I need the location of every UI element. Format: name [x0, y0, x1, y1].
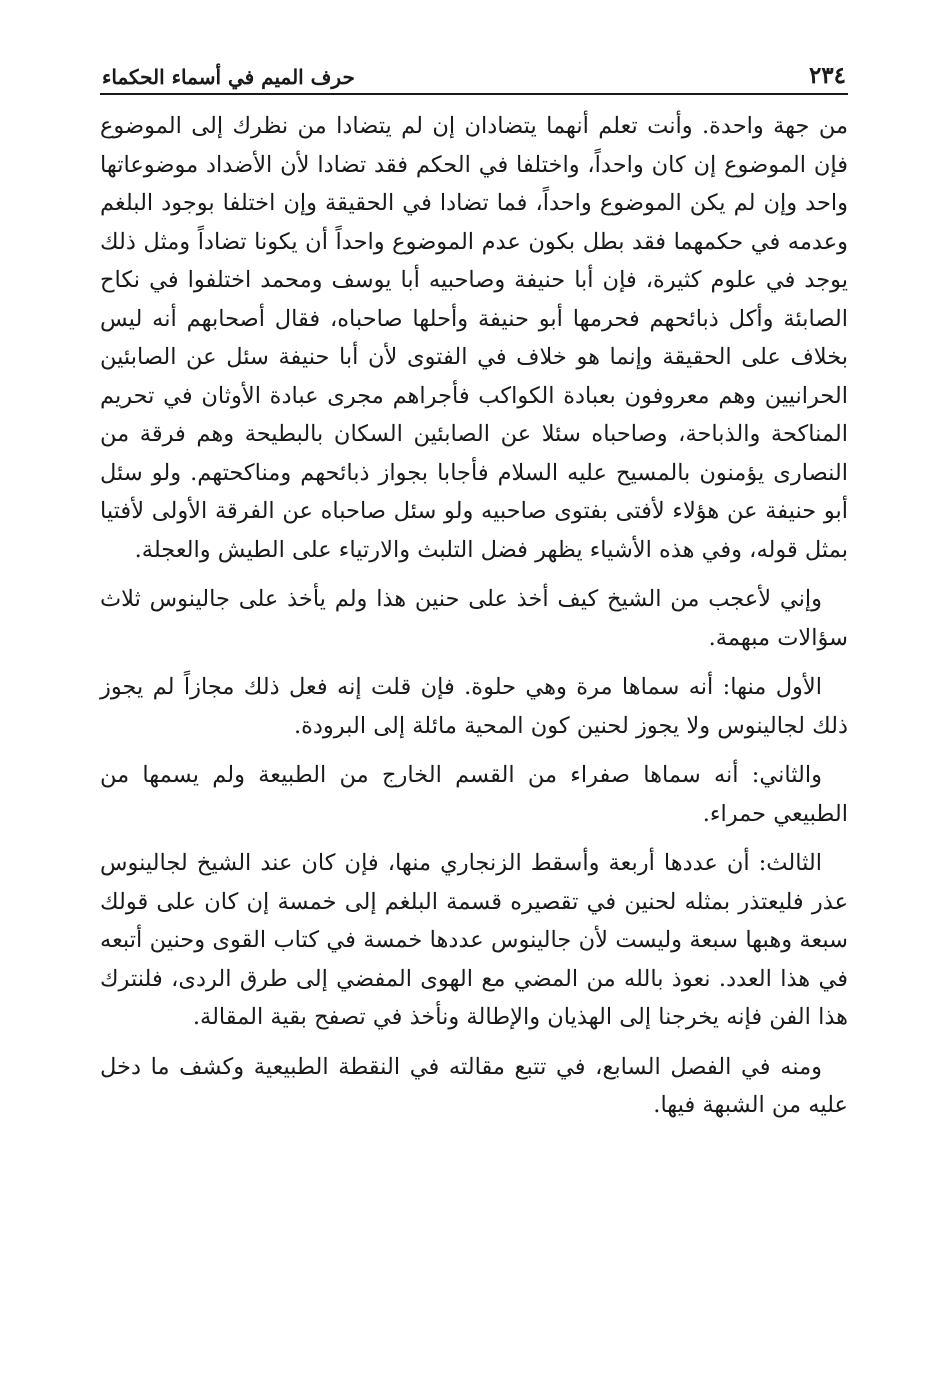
body-text	[100, 107, 848, 1125]
running-header	[100, 55, 848, 95]
running-title: حرف الميم في أسماء الحكماء	[102, 65, 355, 89]
book-page	[100, 55, 848, 1136]
paragraph-4: والثاني: أنه سماها صفراء من القسم الخارج من الطبيعة ولم يسمها من الطبيعي حمراء.	[100, 762, 848, 827]
paragraph-3: الأول منها: أنه سماها مرة وهي حلوة. فإن قلت إنه فعل ذلك مجازاً لم يجوز ذلك لجالينوس ولا يجوز لحنين كون المحية مائلة إلى البرودة.	[100, 674, 848, 739]
paragraph-2: وإني لأعجب من الشيخ كيف أخذ على حنين هذا ولم يأخذ على جالينوس ثلاث سؤالات مبهمة.	[100, 586, 848, 651]
paragraph-1: من جهة واحدة. وأنت تعلم أنهما يتضادان إن لم يتضادا من نظرك إلى الموضوع فإن الموضوع إن كان واحداً، واختلفا في الحكم فقد تضادا لأن الأضداد موضوعاتها واحد وإن لم يكن الموضوع واحداً، فما تضادا في الحقيقة وإن اختلفا بوجود البلغم وعدمه في حكمهما فقد بطل بكون عدم الموضوع واحداً أن يكونا تضاداً ومثل ذلك يوجد في علوم كثيرة، فإن أبا حنيفة وصاحبيه أبا يوسف ومحمد اختلفوا في نكاح الصابئة وأكل ذبائحهم فحرمها أبو حنيفة وأحلها صاحباه، فقال أصحابهم أنه ليس بخلاف على الحقيقة وإنما هو خلاف في الفتوى لأن أبا حنيفة سئل عن الصابئين الحرانيين وهم معروفون بعبادة الكواكب فأجراهم مجرى عبادة الأوثان في تحريم المناكحة والذباحة، وصاحباه سئلا عن الصابئين السكان بالبطيحة وهم فرقة من النصارى يؤمنون بالمسيح عليه السلام فأجابا بجواز ذبائحهم ومناكحتهم. ولو سئل أبو حنيفة عن هؤلاء لأفتى بفتوى صاحبيه ولو سئل صاحباه عن الفرقة الأولى لأفتيا بمثل قوله، وفي هذه الأشياء يظهر فضل التلبث والارتياء على الطيش والعجلة.	[100, 113, 848, 563]
paragraph-6: ومنه في الفصل السابع، في تتبع مقالته في النقطة الطبيعية وكشف ما دخل عليه من الشبهة فيها.	[100, 1053, 848, 1118]
page-number: ٢٣٤	[808, 62, 846, 89]
paragraph-5: الثالث: أن عددها أربعة وأسقط الزنجاري منها، فإن كان عند الشيخ لجالينوس عذر فليعتذر بمثله لحنين في تقصيره قسمة البلغم إلى خمسة إن كان على قولك سبعة وهبها سبعة وليست لأن جالينوس عددها خمسة في كتاب القوى وحنين أتبعه في هذا العدد. نعوذ بالله من المضي مع الهوى المفضي إلى طرق الردى، فلنترك هذا الفن فإنه يخرجنا إلى الهذيان والإطالة ونأخذ في تصفح بقية المقالة.	[100, 850, 848, 1030]
